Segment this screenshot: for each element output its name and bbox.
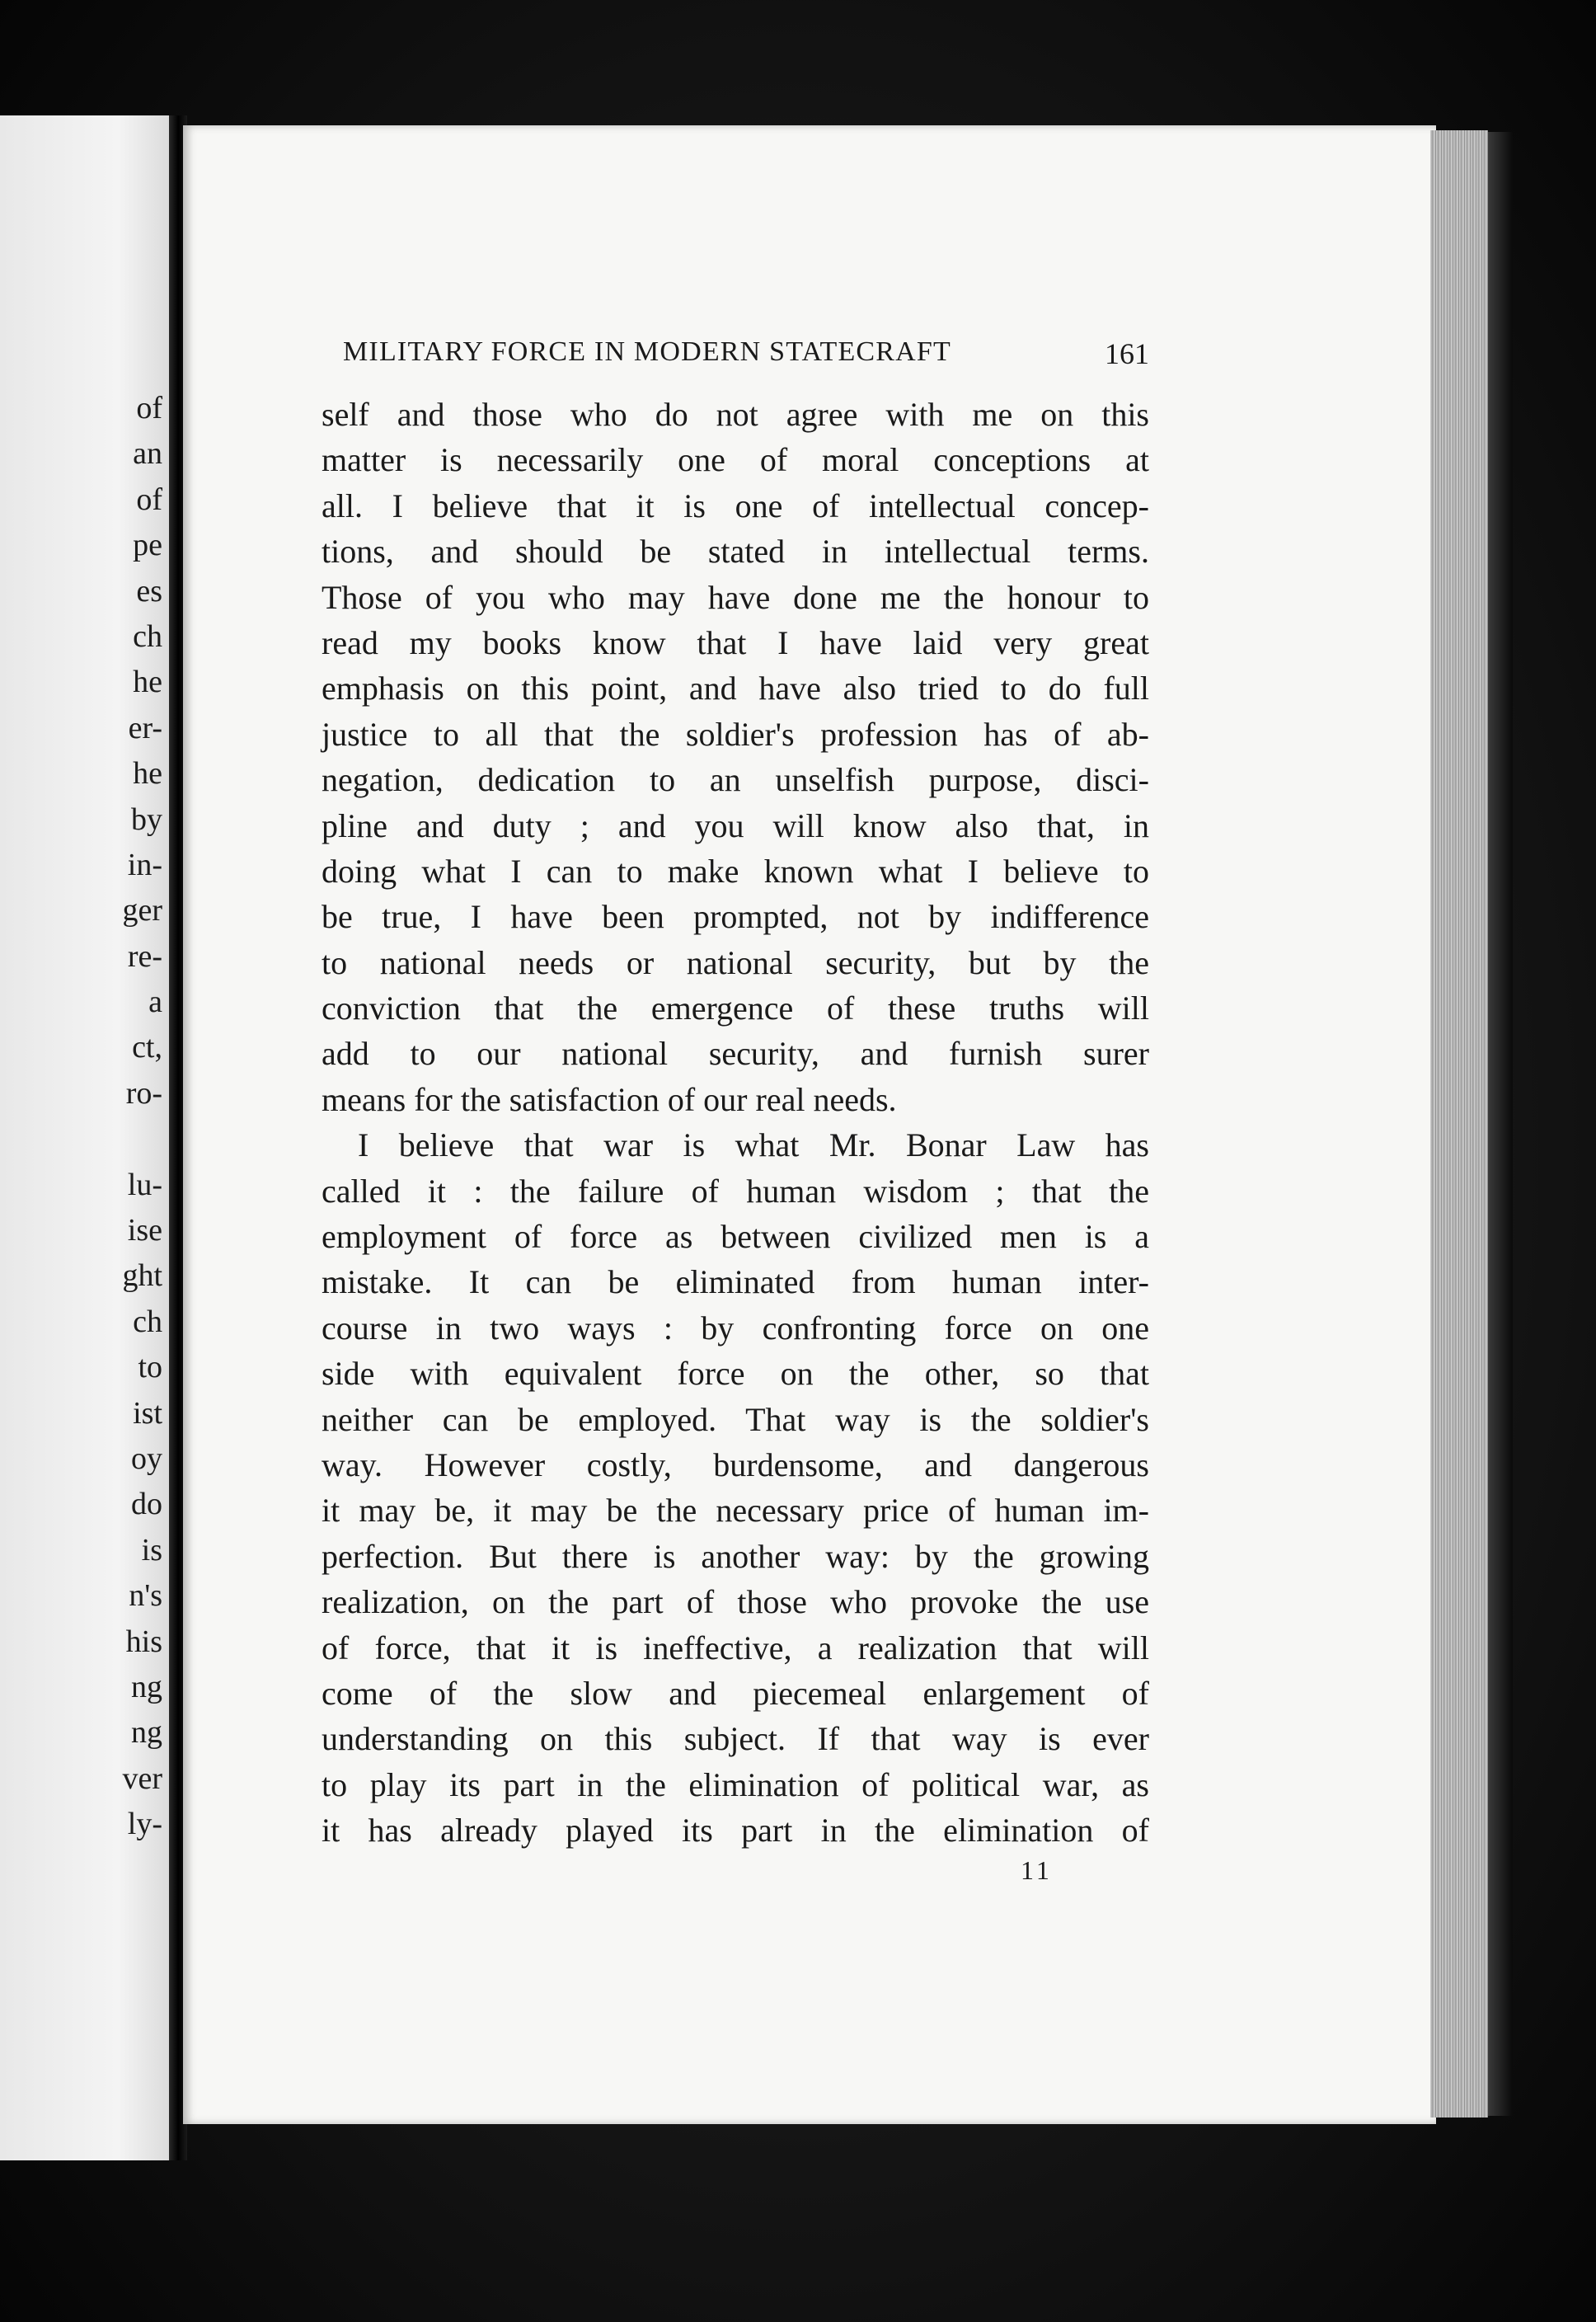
text-line: doing what I can to make known what I believe to <box>322 852 1149 890</box>
left-fragment-line: is <box>141 1532 162 1568</box>
text-line: to national needs or national security, but by the <box>322 943 1149 981</box>
text-line: tions, and should be stated in intellectual terms. <box>322 533 1149 571</box>
left-page <box>0 115 169 2160</box>
left-fragment-line: ch <box>133 618 162 654</box>
left-fragment-line: of <box>136 482 162 517</box>
left-fragment-line: to <box>138 1350 162 1385</box>
left-fragment-line: he <box>133 665 162 700</box>
left-fragment-line: ght <box>122 1258 162 1294</box>
left-fragment-line: in- <box>127 847 162 882</box>
text-line: pline and duty ; and you will know also that, in <box>322 806 1149 844</box>
left-fragment-line <box>0 1116 162 1162</box>
text-line: mistake. It can be eliminated from human inter- <box>322 1263 1149 1301</box>
text-line: of force, that it is ineffective, a realization that will <box>322 1629 1149 1666</box>
page-number: 161 <box>1105 337 1149 370</box>
book-cover-edge <box>1488 132 1513 2116</box>
text-line: read my books know that I have laid very great <box>322 623 1149 661</box>
left-fragment-line: he <box>133 756 162 792</box>
left-fragment-line: ng <box>131 1669 162 1704</box>
left-fragment-line: ver <box>122 1760 162 1796</box>
left-page-text-fragments <box>0 386 162 1848</box>
text-line: Those of you who may have done me the honour to <box>322 578 1149 616</box>
text-line: justice to all that the soldier's profession has of ab- <box>322 715 1149 753</box>
text-line: self and those who do not agree with me on this <box>322 396 1149 433</box>
left-fragment-line: of <box>136 391 162 425</box>
text-line: conviction that the emergence of these truths will <box>322 989 1149 1027</box>
text-line: to play its part in the elimination of political war, as <box>322 1765 1149 1803</box>
text-line: called it : the failure of human wisdom ; that the <box>322 1172 1149 1210</box>
left-fragment-line: ise <box>127 1213 162 1248</box>
left-fragment-line: a <box>148 985 162 1020</box>
text-line: way. However costly, burdensome, and dangerous <box>322 1445 1149 1483</box>
text-line: add to our national security, and furnish surer <box>322 1035 1149 1073</box>
text-line: employment of force as between civilized men is a <box>322 1218 1149 1256</box>
left-fragment-line: ly- <box>127 1807 162 1842</box>
left-fragment-line: do <box>131 1487 162 1522</box>
left-fragment-line: re- <box>127 938 162 974</box>
left-fragment-line: n's <box>129 1578 162 1614</box>
text-line: side with equivalent force on the other, so that <box>322 1355 1149 1393</box>
text-line: emphasis on this point, and have also tried to do full <box>322 670 1149 707</box>
left-fragment-line: lu- <box>127 1167 162 1202</box>
left-fragment-line: ro- <box>125 1075 162 1111</box>
text-line: be true, I have been prompted, not by indifference <box>322 898 1149 936</box>
text-line: means for the satisfaction of our real needs. <box>322 1080 897 1118</box>
text-line: course in two ways : by confronting force on one <box>322 1309 1149 1347</box>
signature-mark: 11 <box>1021 1855 1053 1885</box>
left-fragment-line: by <box>131 801 162 837</box>
left-fragment-line: ch <box>133 1304 162 1339</box>
running-head-title: MILITARY FORCE IN MODERN STATECRAFT <box>343 336 952 367</box>
left-fragment-line: ct, <box>132 1030 162 1065</box>
text-line: matter is necessarily one of moral conceptions at <box>322 441 1149 479</box>
left-fragment-line: er- <box>128 710 162 745</box>
text-line: come of the slow and piecemeal enlargement of <box>322 1674 1149 1712</box>
left-fragment-line: ist <box>133 1395 162 1431</box>
page-edges <box>1430 130 1488 2118</box>
left-fragment-line: oy <box>131 1441 162 1476</box>
text-line: I believe that war is what Mr. Bonar Law has <box>358 1126 1149 1164</box>
left-fragment-line: his <box>125 1624 162 1659</box>
left-fragment-line: pe <box>133 528 162 563</box>
left-fragment-line: an <box>133 436 162 472</box>
text-line: understanding on this subject. If that way is ever <box>322 1720 1149 1758</box>
running-head <box>343 336 1149 371</box>
text-line: negation, dedication to an unselfish purpose, disci- <box>322 761 1149 799</box>
text-line: it may be, it may be the necessary price of human im- <box>322 1492 1149 1530</box>
text-line: perfection. But there is another way: by the growing <box>322 1537 1149 1575</box>
text-line: realization, on the part of those who provoke the use <box>322 1583 1149 1621</box>
left-fragment-line: ng <box>131 1715 162 1751</box>
left-fragment-line: es <box>136 573 162 609</box>
text-line: all. I believe that it is one of intellectual concep- <box>322 486 1149 524</box>
left-fragment-line: ger <box>122 893 162 928</box>
body-text <box>322 392 1149 1854</box>
text-line: it has already played its part in the elimination of <box>322 1812 1149 1850</box>
text-line: neither can be employed. That way is the soldier's <box>322 1400 1149 1438</box>
